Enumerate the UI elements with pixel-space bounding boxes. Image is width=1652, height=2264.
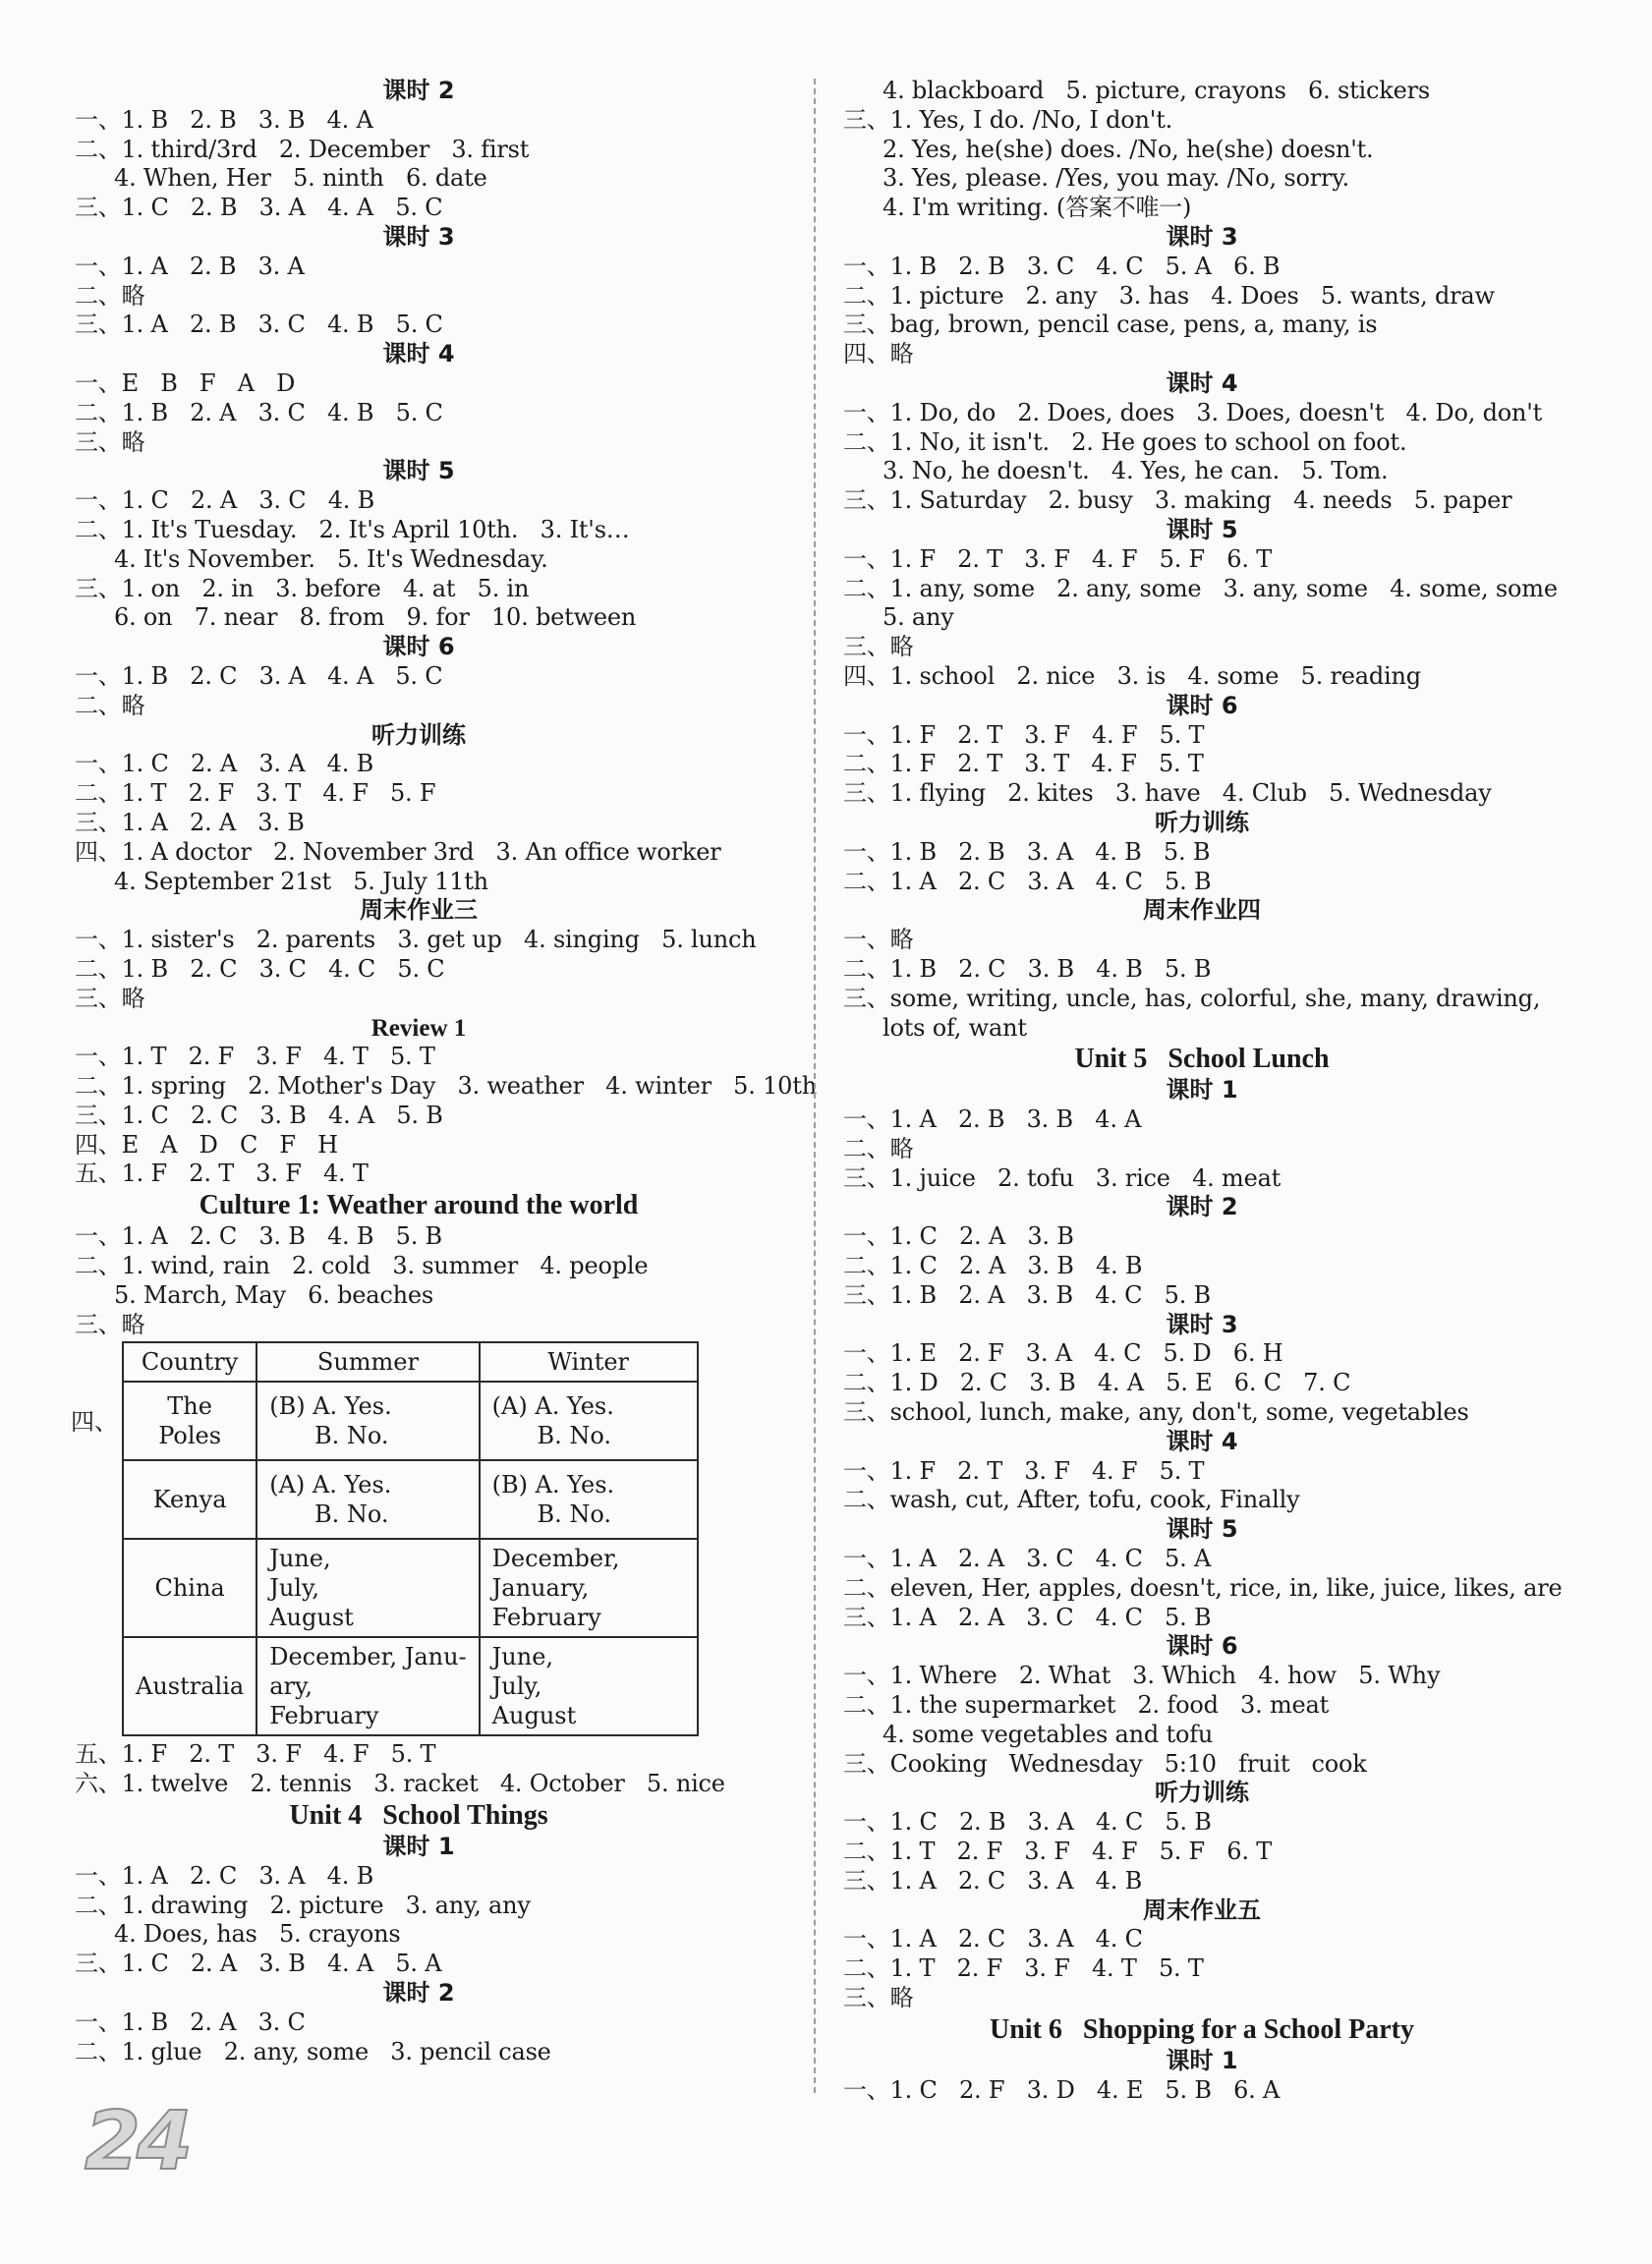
table-cell-line: February	[491, 1604, 601, 1632]
answer-line: 一、1. Do, do 2. Does, does 3. Does, doesn't 4. Do, don't	[843, 398, 1543, 426]
answer-line: 二、1. wind, rain 2. cold 3. summer 4. people	[75, 1252, 649, 1280]
culture-heading: Culture 1: Weather around the world	[199, 1190, 639, 1221]
section-heading: 课时 6	[382, 633, 455, 661]
table-cell-line: (A) A. Yes.	[491, 1392, 614, 1421]
table-cell-line: January,	[491, 1574, 590, 1603]
table-header-cell: Country	[123, 1342, 256, 1382]
answer-line: 一、1. F 2. T 3. F 4. F 5. T	[843, 1456, 1205, 1485]
table-cell-line: June,	[269, 1545, 331, 1573]
answer-line: 一、E B F A D	[75, 368, 296, 397]
table-cell-country	[123, 1460, 256, 1539]
table-cell-line: (B) A. Yes.	[491, 1471, 615, 1500]
answer-line: 一、1. A 2. B 3. A	[75, 252, 305, 280]
section-heading: 课时 1	[382, 1833, 455, 1861]
section-heading: 课时 3	[1166, 1310, 1238, 1338]
answer-line: 4. I'm writing. (答案不唯一)	[883, 194, 1192, 222]
answer-line: 5. March, May 6. beaches	[114, 1280, 433, 1309]
section-heading: 课时 6	[1166, 1632, 1238, 1661]
answer-line: 三、1. A 2. C 3. A 4. B	[843, 1866, 1143, 1895]
answer-line: 二、略	[75, 691, 145, 719]
table-cell-winter	[480, 1539, 698, 1637]
table-cell-line: China	[154, 1574, 225, 1603]
answer-line: 二、eleven, Her, apples, doesn't, rice, in, like, juice, likes, are	[843, 1573, 1563, 1602]
table-header-cell: Summer	[256, 1342, 479, 1382]
answer-line: 二、1. drawing 2. picture 3. any, any	[75, 1891, 531, 1919]
table-cell-line: Kenya	[152, 1486, 227, 1514]
answer-line: 三、school, lunch, make, any, don't, some, vegetables	[843, 1398, 1469, 1427]
answer-line: 一、略	[843, 926, 914, 954]
review-heading: Review 1	[370, 1014, 467, 1042]
table-cell-line: July,	[491, 1672, 542, 1701]
answer-line: 二、1. the supermarket 2. food 3. meat	[843, 1691, 1330, 1720]
answer-line: 三、1. C 2. C 3. B 4. A 5. B	[75, 1101, 443, 1129]
answer-line: 4. September 21st 5. July 11th	[114, 867, 488, 895]
answer-line: 三、略	[843, 1984, 914, 2011]
answer-line: 一、1. Where 2. What 3. Which 4. how 5. Why	[843, 1662, 1441, 1690]
weather-table	[122, 1341, 699, 1736]
table-cell-line: June,	[491, 1643, 554, 1671]
answer-line: 一、1. F 2. T 3. F 4. F 5. F 6. T	[843, 544, 1273, 573]
answer-line: 三、1. flying 2. kites 3. have 4. Club 5. Wednesday	[843, 779, 1492, 808]
section-heading: 课时 6	[1166, 691, 1238, 719]
table-cell-summer	[256, 1382, 479, 1460]
table-row	[123, 1637, 698, 1735]
unit-heading: Unit 5 School Lunch	[1074, 1044, 1330, 1075]
answer-line: 二、1. T 2. F 3. T 4. F 5. F	[75, 779, 436, 808]
answer-line: 二、1. any, some 2. any, some 3. any, some 4. some, some	[843, 574, 1558, 602]
table-cell-summer	[256, 1637, 479, 1735]
table-row	[123, 1382, 698, 1460]
section-heading: 听力训练	[1155, 1779, 1249, 1807]
table-cell-line: Australia	[136, 1672, 245, 1701]
weather-table-block	[71, 1341, 763, 1736]
answer-line: 二、1. T 2. F 3. F 4. F 5. F 6. T	[843, 1838, 1273, 1866]
answer-line: 六、1. twelve 2. tennis 3. racket 4. October 5. nice	[75, 1770, 725, 1798]
section-heading: 听力训练	[1155, 808, 1249, 836]
answer-line: 三、1. juice 2. tofu 3. rice 4. meat	[843, 1163, 1282, 1192]
answer-line: 三、bag, brown, pencil case, pens, a, many, is	[843, 311, 1378, 339]
unit-heading: Unit 6 Shopping for a School Party	[990, 2013, 1414, 2045]
answer-line: 二、1. B 2. A 3. C 4. B 5. C	[75, 398, 443, 426]
answer-line: 二、1. glue 2. any, some 3. pencil case	[75, 2037, 551, 2066]
answer-line: 四、E A D C F H	[75, 1130, 338, 1159]
table-question-number: 四、	[71, 1408, 118, 1437]
answer-line: 4. When, Her 5. ninth 6. date	[114, 164, 487, 193]
section-heading: 课时 4	[1166, 1427, 1238, 1455]
answer-line: 一、1. C 2. F 3. D 4. E 5. B 6. A	[843, 2075, 1281, 2104]
answer-line: 三、略	[75, 1310, 145, 1338]
answer-line: 一、1. B 2. C 3. A 4. A 5. C	[75, 661, 443, 690]
answer-line: 4. Does, has 5. crayons	[114, 1920, 401, 1949]
section-heading: 周末作业三	[360, 896, 478, 925]
answer-line: 四、略	[843, 340, 914, 368]
answer-line: 三、1. Yes, I do. /No, I don't.	[843, 105, 1173, 134]
answer-line: 三、1. C 2. A 3. B 4. A 5. A	[75, 1950, 442, 1978]
table-cell-line: December, Janu-	[269, 1643, 467, 1671]
answer-line: 一、1. E 2. F 3. A 4. C 5. D 6. H	[843, 1339, 1283, 1368]
answer-line: 三、略	[843, 633, 914, 661]
answer-line: lots of, want	[883, 1013, 1027, 1042]
answer-line: 一、1. B 2. B 3. B 4. A	[75, 105, 373, 134]
table-cell-line: August	[491, 1702, 577, 1730]
answer-line: 二、1. picture 2. any 3. has 4. Does 5. wants, draw	[843, 281, 1495, 310]
table-cell-winter	[480, 1382, 698, 1460]
answer-line: 一、1. B 2. A 3. C	[75, 2008, 306, 2036]
answer-line: 三、1. C 2. B 3. A 4. A 5. C	[75, 194, 443, 222]
table-row	[123, 1539, 698, 1637]
section-heading: 课时 4	[1166, 368, 1238, 397]
table-cell-country	[123, 1539, 256, 1637]
answer-line: 二、略	[843, 1134, 914, 1162]
section-heading: 课时 5	[1166, 515, 1238, 543]
column-divider	[814, 79, 816, 2093]
section-heading: 听力训练	[371, 720, 466, 749]
table-cell-line: ary,	[269, 1672, 313, 1701]
section-heading: 课时 4	[382, 340, 455, 368]
table-cell-winter	[480, 1460, 698, 1539]
answer-line: 一、1. B 2. B 3. A 4. B 5. B	[843, 837, 1211, 866]
table-cell-line: July,	[269, 1574, 319, 1603]
section-heading: 课时 2	[382, 77, 455, 104]
answer-line: 二、wash, cut, After, tofu, cook, Finally	[843, 1486, 1300, 1514]
answer-line: 4. blackboard 5. picture, crayons 6. stickers	[883, 77, 1430, 104]
section-heading: 课时 5	[382, 457, 455, 485]
table-cell-line: B. No.	[491, 1500, 611, 1529]
section-heading: 课时 2	[382, 1979, 455, 2008]
table-cell-line: The	[167, 1392, 212, 1421]
answer-line: 三、Cooking Wednesday 5:10 fruit cook	[843, 1749, 1367, 1778]
answer-line: 三、1. A 2. A 3. B	[75, 808, 305, 836]
table-cell-line: B. No.	[269, 1500, 389, 1529]
answer-line: 一、1. C 2. A 3. A 4. B	[75, 750, 374, 778]
answer-line: 三、1. Saturday 2. busy 3. making 4. needs 5. paper	[843, 486, 1512, 515]
answer-line: 四、1. A doctor 2. November 3rd 3. An office worker	[75, 837, 721, 866]
answer-line: 四、1. school 2. nice 3. is 4. some 5. reading	[843, 661, 1421, 690]
answer-line: 一、1. C 2. A 3. C 4. B	[75, 486, 375, 515]
table-cell-line: B. No.	[269, 1422, 389, 1450]
unit-heading: Unit 4 School Things	[289, 1800, 548, 1832]
section-heading: 周末作业四	[1143, 896, 1261, 925]
answer-line: 五、1. F 2. T 3. F 4. T	[75, 1160, 369, 1188]
answer-line: 三、略	[75, 984, 145, 1012]
answer-line: 二、略	[75, 281, 145, 310]
table-cell-winter	[480, 1637, 698, 1735]
answer-line: 二、1. F 2. T 3. T 4. F 5. T	[843, 750, 1204, 778]
section-heading: 课时 5	[1166, 1515, 1238, 1544]
answer-line: 4. It's November. 5. It's Wednesday.	[114, 544, 548, 573]
table-cell-line: B. No.	[491, 1422, 611, 1450]
answer-line: 二、1. It's Tuesday. 2. It's April 10th. 3. It's…	[75, 515, 630, 543]
answer-line: 二、1. third/3rd 2. December 3. first	[75, 135, 530, 163]
answer-line: 二、1. No, it isn't. 2. He goes to school on foot.	[843, 427, 1407, 456]
table-cell-line: Poles	[158, 1422, 222, 1450]
section-heading: 课时 3	[1166, 222, 1238, 251]
answer-line: 二、1. B 2. C 3. C 4. C 5. C	[75, 954, 445, 983]
answer-line: 二、1. D 2. C 3. B 4. A 5. E 6. C 7. C	[843, 1369, 1351, 1397]
page-number: 24	[85, 2095, 190, 2188]
answer-line: 二、1. spring 2. Mother's Day 3. weather 4. winter 5. 10th	[75, 1072, 817, 1101]
answer-line: 三、略	[75, 427, 145, 456]
table-cell-line: August	[269, 1604, 354, 1632]
section-heading: 课时 1	[1166, 1076, 1238, 1104]
answer-line: 3. No, he doesn't. 4. Yes, he can. 5. Tom.	[883, 457, 1389, 485]
answer-line: 一、1. A 2. B 3. B 4. A	[843, 1105, 1142, 1134]
table-cell-country	[123, 1382, 256, 1460]
answer-line: 5. any	[883, 603, 954, 632]
table-cell-line: February	[269, 1702, 379, 1730]
table-cell-line: December,	[491, 1545, 620, 1573]
section-heading: 课时 1	[1166, 2046, 1238, 2074]
answer-line: 3. Yes, please. /Yes, you may. /No, sorry.	[883, 164, 1349, 193]
table-cell-summer	[256, 1539, 479, 1637]
table-cell-line: (B) A. Yes.	[269, 1392, 392, 1421]
answer-line: 三、1. A 2. A 3. C 4. C 5. B	[843, 1603, 1212, 1631]
answer-line: 一、1. A 2. C 3. B 4. B 5. B	[75, 1222, 442, 1251]
section-heading: 课时 3	[382, 222, 455, 251]
answer-line: 二、1. C 2. A 3. B 4. B	[843, 1252, 1143, 1280]
answer-line: 二、1. B 2. C 3. B 4. B 5. B	[843, 954, 1212, 983]
answer-line: 三、1. on 2. in 3. before 4. at 5. in	[75, 574, 530, 602]
answer-line: 6. on 7. near 8. from 9. for 10. between	[114, 603, 637, 632]
table-cell-summer	[256, 1460, 479, 1539]
answer-line: 五、1. F 2. T 3. F 4. F 5. T	[75, 1740, 436, 1769]
answer-line: 二、1. A 2. C 3. A 4. C 5. B	[843, 867, 1212, 895]
answer-line: 一、1. A 2. C 3. A 4. B	[75, 1861, 374, 1890]
answer-line: 三、1. B 2. A 3. B 4. C 5. B	[843, 1280, 1211, 1309]
answer-line: 一、1. C 2. A 3. B	[843, 1222, 1074, 1251]
answer-line: 一、1. A 2. A 3. C 4. C 5. A	[843, 1545, 1212, 1573]
answer-line: 三、some, writing, uncle, has, colorful, she, many, drawing,	[843, 984, 1541, 1012]
left-column	[71, 77, 817, 2066]
section-heading: 课时 2	[1166, 1193, 1238, 1221]
answer-line: 一、1. B 2. B 3. C 4. C 5. A 6. B	[843, 252, 1281, 280]
answer-line: 4. some vegetables and tofu	[883, 1720, 1214, 1748]
right-column	[843, 77, 1561, 2105]
answer-line: 一、1. A 2. C 3. A 4. C	[843, 1925, 1143, 1953]
answer-line: 一、1. C 2. B 3. A 4. C 5. B	[843, 1808, 1212, 1837]
table-header-cell: Winter	[480, 1342, 698, 1382]
table-row	[123, 1460, 698, 1539]
answer-line: 一、1. F 2. T 3. F 4. F 5. T	[843, 720, 1205, 749]
table-header-row	[123, 1342, 698, 1382]
answer-line: 2. Yes, he(she) does. /No, he(she) doesn't.	[883, 135, 1374, 163]
answer-line: 二、1. T 2. F 3. F 4. T 5. T	[843, 1954, 1204, 1983]
answer-line: 一、1. T 2. F 3. F 4. T 5. T	[75, 1043, 435, 1071]
answer-line: 一、1. sister's 2. parents 3. get up 4. singing 5. lunch	[75, 926, 757, 954]
section-heading: 周末作业五	[1143, 1896, 1261, 1924]
table-cell-line: (A) A. Yes.	[269, 1471, 392, 1500]
table-cell-country	[123, 1637, 256, 1735]
answer-line: 三、1. A 2. B 3. C 4. B 5. C	[75, 311, 443, 339]
